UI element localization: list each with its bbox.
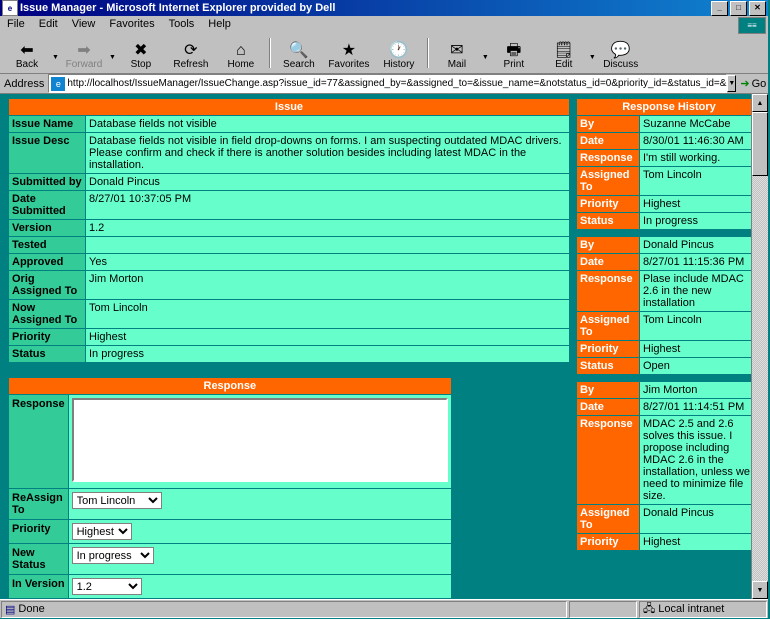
history-assigned-label: Assigned To (577, 505, 640, 534)
history-status-label: Status (577, 213, 640, 230)
toolbar-home-button[interactable] (216, 33, 266, 73)
home-icon: ⌂ (236, 41, 246, 59)
toolbar-home-label: Home (227, 58, 255, 70)
history-status-label: Status (577, 358, 640, 375)
table-row (9, 191, 570, 220)
page-content (0, 94, 768, 599)
history-by-value: Suzanne McCabe (640, 116, 762, 133)
security-zone-label: Local intranet (658, 603, 725, 615)
toolbar-forward-label: Forward (65, 58, 103, 70)
table-row (577, 116, 762, 133)
issue-desc-label: Issue Desc (9, 133, 86, 174)
history-date-value: 8/30/01 11:46:30 AM (640, 133, 762, 150)
history-clock-icon: 🕐 (388, 41, 409, 59)
toolbar-print-button[interactable] (489, 33, 539, 73)
issue-column (0, 98, 570, 599)
table-row (577, 271, 762, 312)
toolbar-separator-2 (427, 38, 429, 68)
address-url-text: http://localhost/IssueManager/IssueChange.asp?issue_id=77&assigned_by=&assigned_to=&issue_name=&notstatus_id=0&priority_id=&status_id=& (67, 78, 727, 89)
history-date-label: Date (577, 254, 640, 271)
response-input-label: Response (9, 395, 69, 489)
response-form-table (8, 377, 452, 599)
table-row (9, 220, 570, 237)
table-row (9, 237, 570, 254)
edit-dropdown-icon[interactable]: ▼ (588, 54, 596, 61)
response-textarea[interactable] (72, 398, 448, 482)
priority-value: Highest (86, 329, 570, 346)
table-row (577, 505, 762, 534)
back-arrow-icon: ⬅ (20, 41, 34, 59)
status-label: Status (9, 346, 86, 363)
history-assigned-value: Tom Lincoln (640, 167, 762, 196)
menu-item-help[interactable]: Help (208, 18, 231, 30)
history-response-value: MDAC 2.5 and 2.6 solves this issue. I propose including MDAC 2.6 in the installation, unless we need to minimize file size. (640, 416, 762, 505)
issue-desc-value: Database fields not visible in field drop-downs on forms. I am suspecting outdated MDAC drivers. Please confirm and check if there is another solution besides including latest MDAC in the installation. (86, 133, 570, 174)
history-separator (577, 375, 762, 382)
history-status-value: In progress (640, 213, 762, 230)
go-label: Go (751, 77, 767, 90)
ie-doc-icon: ▤ (5, 603, 16, 616)
approved-value: Yes (86, 254, 570, 271)
printer-icon: 🖶 (506, 41, 522, 59)
forward-arrow-icon: ➡ (77, 41, 91, 59)
toolbar-mail-button[interactable] (432, 33, 482, 73)
history-by-value: Jim Morton (640, 382, 762, 399)
history-date-value: 8/27/01 11:14:51 PM (640, 399, 762, 416)
history-by-label: By (577, 382, 640, 399)
history-by-label: By (577, 116, 640, 133)
brand-logo-icon: ≡≡ (738, 17, 766, 34)
response-history-table (576, 98, 762, 551)
table-row (577, 213, 762, 230)
menu-item-file[interactable]: File (7, 18, 25, 30)
toolbar-search-button[interactable] (274, 33, 324, 73)
scroll-up-button[interactable]: ▲ (752, 94, 768, 112)
page-icon: e (51, 77, 65, 91)
priority-cell (68, 520, 451, 544)
table-row (9, 116, 570, 133)
toolbar-favorites-label: Favorites (328, 58, 370, 70)
inversion-cell (68, 575, 451, 599)
toolbar-search-label: Search (283, 58, 315, 70)
table-row (9, 271, 570, 300)
history-by-label: By (577, 237, 640, 254)
mail-dropdown-icon[interactable]: ▼ (481, 54, 489, 61)
status-value: In progress (86, 346, 570, 363)
response-history-column (570, 98, 768, 599)
history-priority-label: Priority (577, 341, 640, 358)
history-priority-label: Priority (577, 534, 640, 551)
submitted-by-label: Submitted by (9, 174, 86, 191)
table-row (9, 395, 452, 489)
close-button[interactable]: ✕ (749, 1, 766, 16)
tested-value (86, 237, 570, 254)
toolbar (0, 33, 768, 74)
reassign-label: ReAssign To (9, 489, 69, 520)
history-response-label: Response (577, 416, 640, 505)
table-row (9, 346, 570, 363)
toolbar-refresh-button[interactable] (166, 33, 216, 73)
vertical-scrollbar[interactable] (751, 94, 768, 599)
orig-assigned-label: Orig Assigned To (9, 271, 86, 300)
history-response-value: I'm still working. (640, 150, 762, 167)
menu-item-favorites[interactable]: Favorites (109, 18, 155, 30)
toolbar-separator (269, 38, 271, 68)
history-response-label: Response (577, 271, 640, 312)
newstatus-cell (68, 544, 451, 575)
response-history-header: Response History (577, 99, 762, 116)
history-assigned-value: Tom Lincoln (640, 312, 762, 341)
table-row (9, 544, 452, 575)
edit-page-icon: 🗒 (553, 41, 574, 59)
table-row (9, 174, 570, 191)
response-input-cell (68, 395, 451, 489)
history-separator (577, 230, 762, 237)
inversion-select[interactable] (72, 578, 142, 595)
table-row (577, 150, 762, 167)
newstatus-select[interactable] (72, 547, 154, 564)
address-label: Address (4, 77, 45, 90)
menu-item-view[interactable]: View (71, 18, 96, 30)
priority-select-label: Priority (9, 520, 69, 544)
history-assigned-value: Donald Pincus (640, 505, 762, 534)
table-row (577, 196, 762, 213)
priority-select[interactable] (72, 523, 132, 540)
issue-name-value: Database fields not visible (86, 116, 570, 133)
scroll-down-button[interactable]: ▼ (752, 581, 768, 599)
response-form-header-row (9, 378, 452, 395)
issue-name-label: Issue Name (9, 116, 86, 133)
toolbar-back-label: Back (15, 58, 39, 70)
table-row (577, 416, 762, 505)
history-date-label: Date (577, 133, 640, 150)
history-header-row (577, 99, 762, 116)
issue-header: Issue (9, 99, 570, 116)
toolbar-mail-label: Mail (447, 58, 467, 70)
now-assigned-label: Now Assigned To (9, 300, 86, 329)
tested-label: Tested (9, 237, 86, 254)
approved-label: Approved (9, 254, 86, 271)
menu-item-tools[interactable]: Tools (168, 18, 195, 30)
inversion-label: In Version (9, 575, 69, 599)
title-bar (0, 0, 768, 16)
toolbar-edit-button[interactable] (539, 33, 589, 73)
history-status-value: Open (640, 358, 762, 375)
mail-icon: ✉ (450, 41, 464, 59)
address-input[interactable] (48, 74, 727, 93)
date-submitted-label: Date Submitted (9, 191, 86, 220)
now-assigned-value: Tom Lincoln (86, 300, 570, 329)
history-assigned-label: Assigned To (577, 167, 640, 196)
table-row (9, 575, 452, 599)
table-row (577, 341, 762, 358)
history-priority-value: Highest (640, 534, 762, 551)
table-row (577, 312, 762, 341)
history-response-label: Response (577, 150, 640, 167)
status-spacer-cell (569, 601, 637, 618)
menu-item-edit[interactable]: Edit (38, 18, 58, 30)
response-form (8, 377, 448, 599)
issue-header-row (9, 99, 570, 116)
table-row (9, 489, 452, 520)
table-row (577, 167, 762, 196)
refresh-icon: ⟳ (184, 41, 198, 59)
toolbar-stop-label: Stop (130, 58, 152, 70)
table-row (9, 329, 570, 346)
table-row (577, 534, 762, 551)
address-dropdown-icon[interactable]: ▼ (727, 75, 736, 92)
issue-table (8, 98, 570, 363)
toolbar-favorites-button[interactable] (324, 33, 374, 73)
toolbar-back-button[interactable] (2, 33, 52, 73)
scrollbar-thumb[interactable] (752, 112, 768, 176)
table-row (9, 254, 570, 271)
security-zone-cell (639, 601, 767, 618)
toolbar-history-label: History (383, 58, 415, 70)
toolbar-history-button[interactable] (374, 33, 424, 73)
maximize-button[interactable]: □ (730, 1, 747, 16)
table-row (9, 133, 570, 174)
table-row (9, 520, 452, 544)
stop-icon: ✖ (134, 41, 148, 59)
search-icon: 🔍 (288, 41, 309, 59)
go-arrow-icon: ➔ (740, 78, 750, 90)
table-row (9, 300, 570, 329)
version-label: Version (9, 220, 86, 237)
window-controls (711, 1, 767, 16)
table-row (577, 133, 762, 150)
minimize-button[interactable]: _ (711, 1, 728, 16)
table-row (577, 382, 762, 399)
history-priority-value: Highest (640, 196, 762, 213)
submitted-by-value: Donald Pincus (86, 174, 570, 191)
discuss-icon: 💬 (610, 41, 631, 59)
reassign-cell (68, 489, 451, 520)
priority-label: Priority (9, 329, 86, 346)
ie-icon: e (2, 0, 18, 16)
status-message: Done (18, 603, 45, 615)
back-dropdown-icon[interactable]: ▼ (52, 54, 59, 61)
response-form-header: Response (9, 378, 452, 395)
favorites-star-icon: ★ (341, 41, 357, 59)
date-submitted-value: 8/27/01 10:37:05 PM (86, 191, 570, 220)
reassign-select[interactable] (72, 492, 162, 509)
history-date-value: 8/27/01 11:15:36 PM (640, 254, 762, 271)
go-button[interactable] (736, 77, 770, 90)
toolbar-discuss-label: Discuss (603, 58, 639, 70)
history-date-label: Date (577, 399, 640, 416)
toolbar-forward-button[interactable] (59, 33, 109, 73)
history-response-value: Plase include MDAC 2.6 in the new installation (640, 271, 762, 312)
version-value: 1.2 (86, 220, 570, 237)
table-row (577, 358, 762, 375)
toolbar-print-label: Print (503, 58, 525, 70)
status-message-cell (1, 601, 567, 618)
toolbar-refresh-label: Refresh (173, 58, 209, 70)
address-bar (0, 74, 768, 94)
scrollbar-track[interactable] (752, 176, 768, 581)
table-row (577, 237, 762, 254)
history-by-value: Donald Pincus (640, 237, 762, 254)
forward-dropdown-icon[interactable]: ▼ (108, 54, 116, 61)
menu-bar (0, 16, 768, 33)
history-priority-label: Priority (577, 196, 640, 213)
toolbar-stop-button[interactable] (116, 33, 166, 73)
history-priority-value: Highest (640, 341, 762, 358)
status-bar (0, 599, 768, 618)
orig-assigned-value: Jim Morton (86, 271, 570, 300)
history-assigned-label: Assigned To (577, 312, 640, 341)
table-row (577, 254, 762, 271)
table-row (577, 399, 762, 416)
newstatus-label: New Status (9, 544, 69, 575)
network-zone-icon: 🖧 (643, 602, 656, 615)
window-title: Issue Manager - Microsoft Internet Explorer provided by Dell (20, 2, 336, 14)
toolbar-edit-label: Edit (555, 58, 573, 70)
toolbar-discuss-button[interactable] (596, 33, 646, 73)
